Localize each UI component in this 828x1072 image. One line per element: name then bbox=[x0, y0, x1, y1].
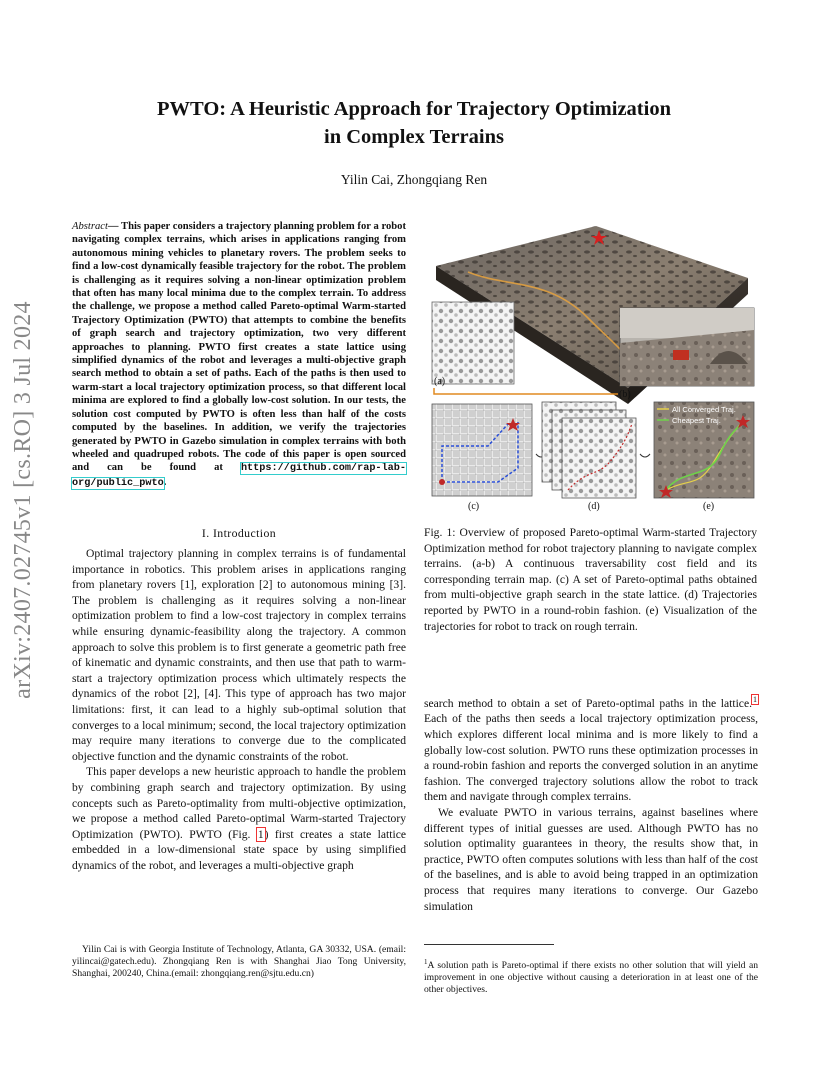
pareto-footnote bbox=[424, 956, 758, 996]
abstract bbox=[72, 220, 406, 490]
authors: Yilin Cai, Zhongqiang Ren bbox=[340, 172, 488, 187]
right-body bbox=[424, 692, 758, 914]
trajectory-maps bbox=[562, 418, 636, 498]
code-link[interactable]: https://github.com/rap-lab-org/public_pwto bbox=[72, 463, 407, 489]
robot-icon bbox=[673, 350, 689, 360]
label-a: (a) bbox=[434, 376, 446, 387]
label-d: (d) bbox=[588, 501, 600, 512]
paper-title bbox=[100, 95, 728, 151]
abstract-end: . bbox=[163, 476, 167, 488]
affiliation-footnote bbox=[72, 944, 406, 980]
abstract-text: — This paper considers a trajectory planning problem for a robot navigating complex terrains, which arises in applications ranging from autonomous mining vehicles to planetary rovers. The problem seeks to find a low-cost dynamically feasible trajectory for the robot. The problem is challenging as it requires solving a non-linear optimization problem that often has many local minima due to the complex terrain. To address the challenge, we propose a method called Pareto-optimal Warm-started Trajectory Optimization (PWTO) that attempts to combine the benefits of graph search and trajectory optimization, two very different approaches to planning. PWTO first creates a state lattice using simplified dynamics of the robot and leverages a multi-objective graph search method to obtain a set of paths. Each of the paths is then used to warm-start a local trajectory optimization process, so that different local minima are explored to find a globally low-cost solution. In our tests, the solution cost computed by PWTO is often less than half of the costs computed by the baselines. In addition, we verify the trajectories generated by PWTO in Gazebo simulation in complex terrains with both wheeled and quadruped robots. The code of this paper is open sourced and can be found at bbox=[72, 221, 406, 474]
footnote-rule bbox=[424, 944, 554, 945]
figure-caption: Fig. 1: Overview of proposed Pareto-optimal Warm-started Trajectory Optimization method for robot trajectory planning to navigate complex terrains. (a-b) A continuous traversability cost field and its corresponding terrain map. (c) A set of Pareto-optimal paths obtained from multi-objective graph search in the state lattice. (d) Trajectories reported by PWTO in a round-robin fashion. (e) Visualization of the trajectories for robot to track on rough terrain. bbox=[424, 526, 757, 633]
right-paragraph-1 bbox=[424, 692, 758, 805]
title-line-2: in Complex Terrains bbox=[324, 126, 504, 148]
figure-1-graphic bbox=[428, 218, 758, 520]
abstract-label: Abstract bbox=[72, 221, 108, 232]
figure-ref-link[interactable]: 1 bbox=[257, 827, 264, 841]
legend-cheapest: Cheapest Traj. bbox=[672, 416, 721, 425]
section-heading-introduction: I. Introduction bbox=[201, 526, 277, 540]
intro-paragraph-2 bbox=[72, 764, 406, 873]
intro-p2-end: ) first creates a state lattice embedded in a low-dimensional state space by using simplified dynamics of the robot, and leverages a multi-objective graph bbox=[72, 827, 406, 872]
arxiv-stamp: arXiv:2407.02745v1 [cs.RO] 3 Jul 2024 bbox=[10, 301, 36, 699]
right-p1-start: search method to obtain a set of Pareto-optimal paths in the lattice. bbox=[424, 696, 752, 710]
legend-converged: All Converged Traj. bbox=[672, 405, 736, 414]
figure-1 bbox=[428, 218, 758, 520]
cost-field-map bbox=[432, 302, 514, 384]
title-line-1: PWTO: A Heuristic Approach for Trajectory Optimization bbox=[157, 98, 671, 120]
footnote-mark: 1 bbox=[424, 958, 428, 966]
label-e: (e) bbox=[703, 501, 715, 512]
intro-body bbox=[72, 546, 406, 873]
intro-paragraph-1: Optimal trajectory planning in complex terrains is of fundamental importance in robotics. This problem arises in applications ranging from planetary rovers [1], exploration [2] to autonomous mining [3]. The problem is challenging as it requires solving a non-linear optimization problem to find a low-cost trajectory in complex terrains while ensuring dynamic-feasibility along the trajectory. A common approach to solve this problem is to first generate a geometric path free of kinematic and dynamic constraints, and then use that path to warm-start a trajectory optimization process which ultimately respects the dynamics of the robot [2], [4]. This type of approach has two major limitations: first, it can lead to a highly sub-optimal solution that converges to a local minimum; second, the local trajectory optimization may require many iterations to converge due to the complicated objective function and the dynamic constraints of the robot. bbox=[72, 547, 406, 763]
label-b: (b) bbox=[619, 389, 631, 400]
right-paragraph-2: We evaluate PWTO in various terrains, against baselines where different types of initial guesses are used. Although PWTO has no solution optimality guarantees in theory, the results show that, in practice, PWTO often computes solutions with less than half of the cost of the baselines, and is able to avoid being trapped in an optimization process that requires many iterations to converge. Our Gazebo simulation bbox=[424, 806, 758, 913]
intro-p2-start: This paper develops a new heuristic approach to handle the problem by combining graph search and trajectory optimization. By using concepts such as Pareto-optimality from multi-objective optimization, we propose a method called Pareto-optimal Warm-started Trajectory Optimization (PWTO). PWTO (Fig. bbox=[72, 765, 406, 841]
right-p1-end: Each of the paths then seeds a local trajectory optimization process, which explores different local minima and is more likely to find a globally low-cost solution. PWTO runs these optimization processes in a round-robin fashion and reports the converged solution in an anytime fashion. The converged trajectory solutions allow the robot to track them and navigate through complex terrains. bbox=[424, 712, 758, 804]
footnote-text: A solution path is Pareto-optimal if there exists no other solution that will yield an improvement in one objective without causing a deterioration in at least one of the other objectives. bbox=[424, 960, 758, 996]
affiliation-text: Yilin Cai is with Georgia Institute of Technology, Atlanta, GA 30332, USA. (email: yilincai@gatech.edu). Zhongqiang Ren is with Shanghai Jiao Tong University, Shanghai, 200240, China.(email: zhongqiang.ren@sjtu.edu.cn) bbox=[72, 944, 406, 979]
label-c: (c) bbox=[468, 501, 480, 512]
footnote-ref-link[interactable]: 1 bbox=[753, 695, 757, 704]
